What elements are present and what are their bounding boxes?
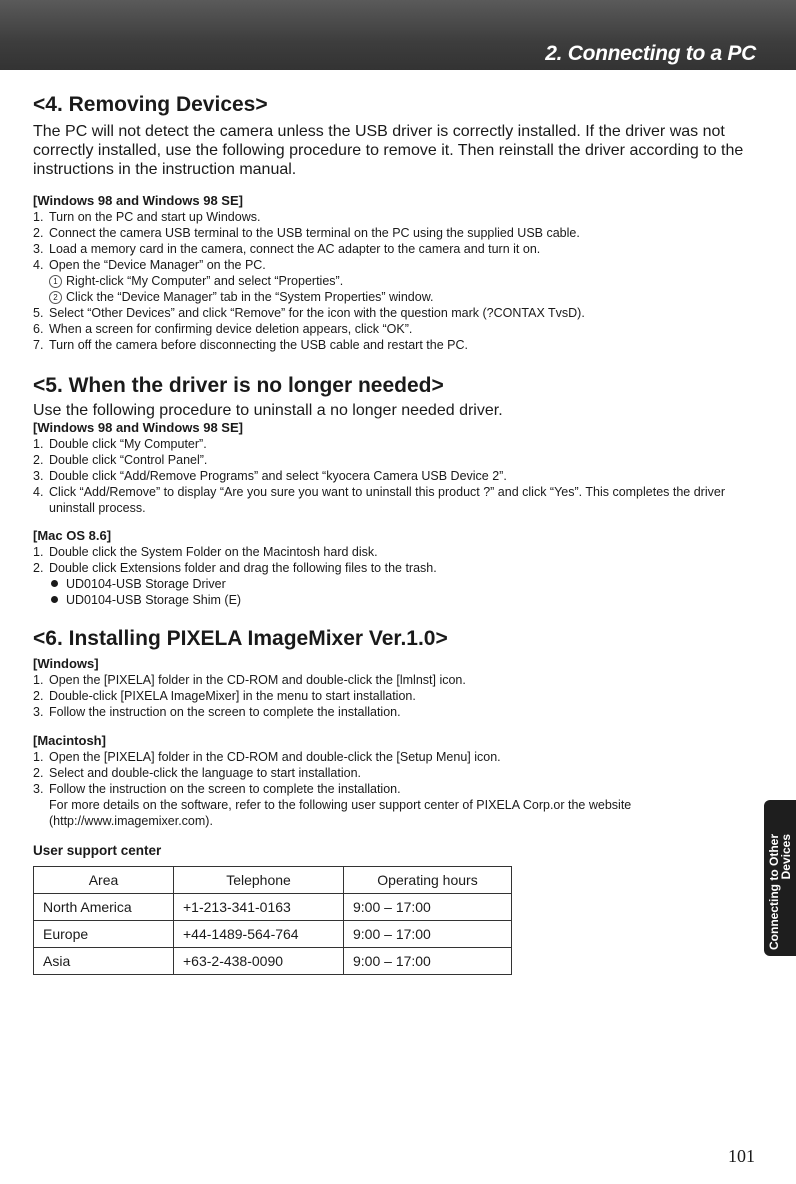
step-list bbox=[33, 544, 753, 576]
subheading-windows: [Windows] bbox=[33, 656, 99, 671]
list-item: 5. Select “Other Devices” and click “Remove” for the icon with the question mark (?CONTAX TvsD). bbox=[33, 306, 585, 320]
table-cell: Asia bbox=[34, 948, 174, 975]
header-bar bbox=[0, 0, 796, 70]
step-list bbox=[33, 672, 753, 720]
list-item: 3. Double click “Add/Remove Programs” and select “kyocera Camera USB Device 2”. bbox=[33, 469, 507, 483]
substep: 1 Right-click “My Computer” and select “Properties”. bbox=[33, 273, 753, 289]
list-item: 1. Turn on the PC and start up Windows. bbox=[33, 210, 261, 224]
circled-number: 2 bbox=[49, 291, 62, 304]
list-item: 6. When a screen for confirming device deletion appears, click “OK”. bbox=[33, 322, 413, 336]
subheading-user-support: User support center bbox=[33, 843, 162, 858]
list-item: 2. Double-click [PIXELA ImageMixer] in the menu to start installation. bbox=[33, 689, 416, 703]
section-lead: Use the following procedure to uninstall a no longer needed driver. bbox=[33, 402, 503, 419]
section-heading-removing-devices: <4. Removing Devices> bbox=[33, 93, 268, 116]
subheading-windows98: [Windows 98 and Windows 98 SE] bbox=[33, 193, 243, 208]
list-item: 1. Open the [PIXELA] folder in the CD-ROM and double-click the [Setup Menu] icon. bbox=[33, 750, 501, 764]
list-item: 1. Double click the System Folder on the Macintosh hard disk. bbox=[33, 545, 378, 559]
table-cell: +44-1489-564-764 bbox=[174, 921, 344, 948]
section-heading-installing-imagemixer: <6. Installing PIXELA ImageMixer Ver.1.0> bbox=[33, 627, 448, 650]
section-lead: The PC will not detect the camera unless the USB driver is correctly installed. If the driver was not correctly installed, use the following procedure to remove it. Then reinstall the driver according to the instructions in the instruction manual. bbox=[33, 123, 744, 178]
bullet-icon bbox=[51, 580, 58, 587]
list-item: 3. Follow the instruction on the screen to complete the installation. bbox=[33, 782, 401, 796]
list-item: 7. Turn off the camera before disconnecting the USB cable and restart the PC. bbox=[33, 338, 468, 352]
page-number: 101 bbox=[728, 1146, 755, 1166]
list-item: 1. Open the [PIXELA] folder in the CD-ROM and double-click the [lmlnst] icon. bbox=[33, 673, 466, 687]
column-header: Area bbox=[34, 867, 174, 894]
table-cell: 9:00 – 17:00 bbox=[344, 894, 512, 921]
table-cell: +1-213-341-0163 bbox=[174, 894, 344, 921]
chapter-title: 2. Connecting to a PC bbox=[545, 42, 756, 65]
list-item: 1. Double click “My Computer”. bbox=[33, 437, 207, 451]
table-cell: North America bbox=[34, 894, 174, 921]
support-note: For more details on the software, refer to the following user support center of PIXELA Corp.or the website (http://www.imagemixer.com). bbox=[49, 798, 632, 828]
list-item: 3. Follow the instruction on the screen to complete the installation. bbox=[33, 705, 401, 719]
step-list bbox=[33, 305, 753, 353]
substep: 2 Click the “Device Manager” tab in the “System Properties” window. bbox=[33, 289, 753, 305]
subheading-windows98: [Windows 98 and Windows 98 SE] bbox=[33, 420, 243, 435]
table-header-row bbox=[34, 867, 512, 894]
file-item: UD0104-USB Storage Shim (E) bbox=[33, 592, 753, 608]
list-item: 2. Double click “Control Panel”. bbox=[33, 453, 208, 467]
list-item: 3. Load a memory card in the camera, connect the AC adapter to the camera and turn it on. bbox=[33, 242, 541, 256]
step-list bbox=[33, 749, 753, 797]
table-cell: +63-2-438-0090 bbox=[174, 948, 344, 975]
list-item: 4. Click “Add/Remove” to display “Are you sure you want to uninstall this product ?” and click “Yes”. This completes the driver uninstall process. bbox=[33, 485, 725, 515]
list-item: 2. Double click Extensions folder and drag the following files to the trash. bbox=[33, 561, 437, 575]
subheading-macintosh: [Macintosh] bbox=[33, 733, 106, 748]
subheading-mac-os: [Mac OS 8.6] bbox=[33, 528, 112, 543]
table-row bbox=[34, 921, 512, 948]
circled-number: 1 bbox=[49, 275, 62, 288]
column-header: Operating hours bbox=[344, 867, 512, 894]
page-content bbox=[33, 92, 753, 975]
list-item: 2. Select and double-click the language to start installation. bbox=[33, 766, 361, 780]
list-item: 4. Open the “Device Manager” on the PC. bbox=[33, 258, 266, 272]
table-row bbox=[34, 894, 512, 921]
table-cell: Europe bbox=[34, 921, 174, 948]
column-header: Telephone bbox=[174, 867, 344, 894]
table-row bbox=[34, 948, 512, 975]
step-list bbox=[33, 436, 753, 516]
chapter-side-tab bbox=[764, 800, 796, 956]
file-item: UD0104-USB Storage Driver bbox=[33, 576, 753, 592]
table-cell: 9:00 – 17:00 bbox=[344, 948, 512, 975]
bullet-icon bbox=[51, 596, 58, 603]
section-heading-driver-not-needed: <5. When the driver is no longer needed> bbox=[33, 374, 444, 397]
step-list bbox=[33, 209, 753, 273]
side-tab-label: Connecting to Other Devices bbox=[767, 834, 793, 950]
support-table bbox=[33, 866, 512, 975]
table-cell: 9:00 – 17:00 bbox=[344, 921, 512, 948]
list-item: 2. Connect the camera USB terminal to the USB terminal on the PC using the supplied USB cable. bbox=[33, 226, 580, 240]
